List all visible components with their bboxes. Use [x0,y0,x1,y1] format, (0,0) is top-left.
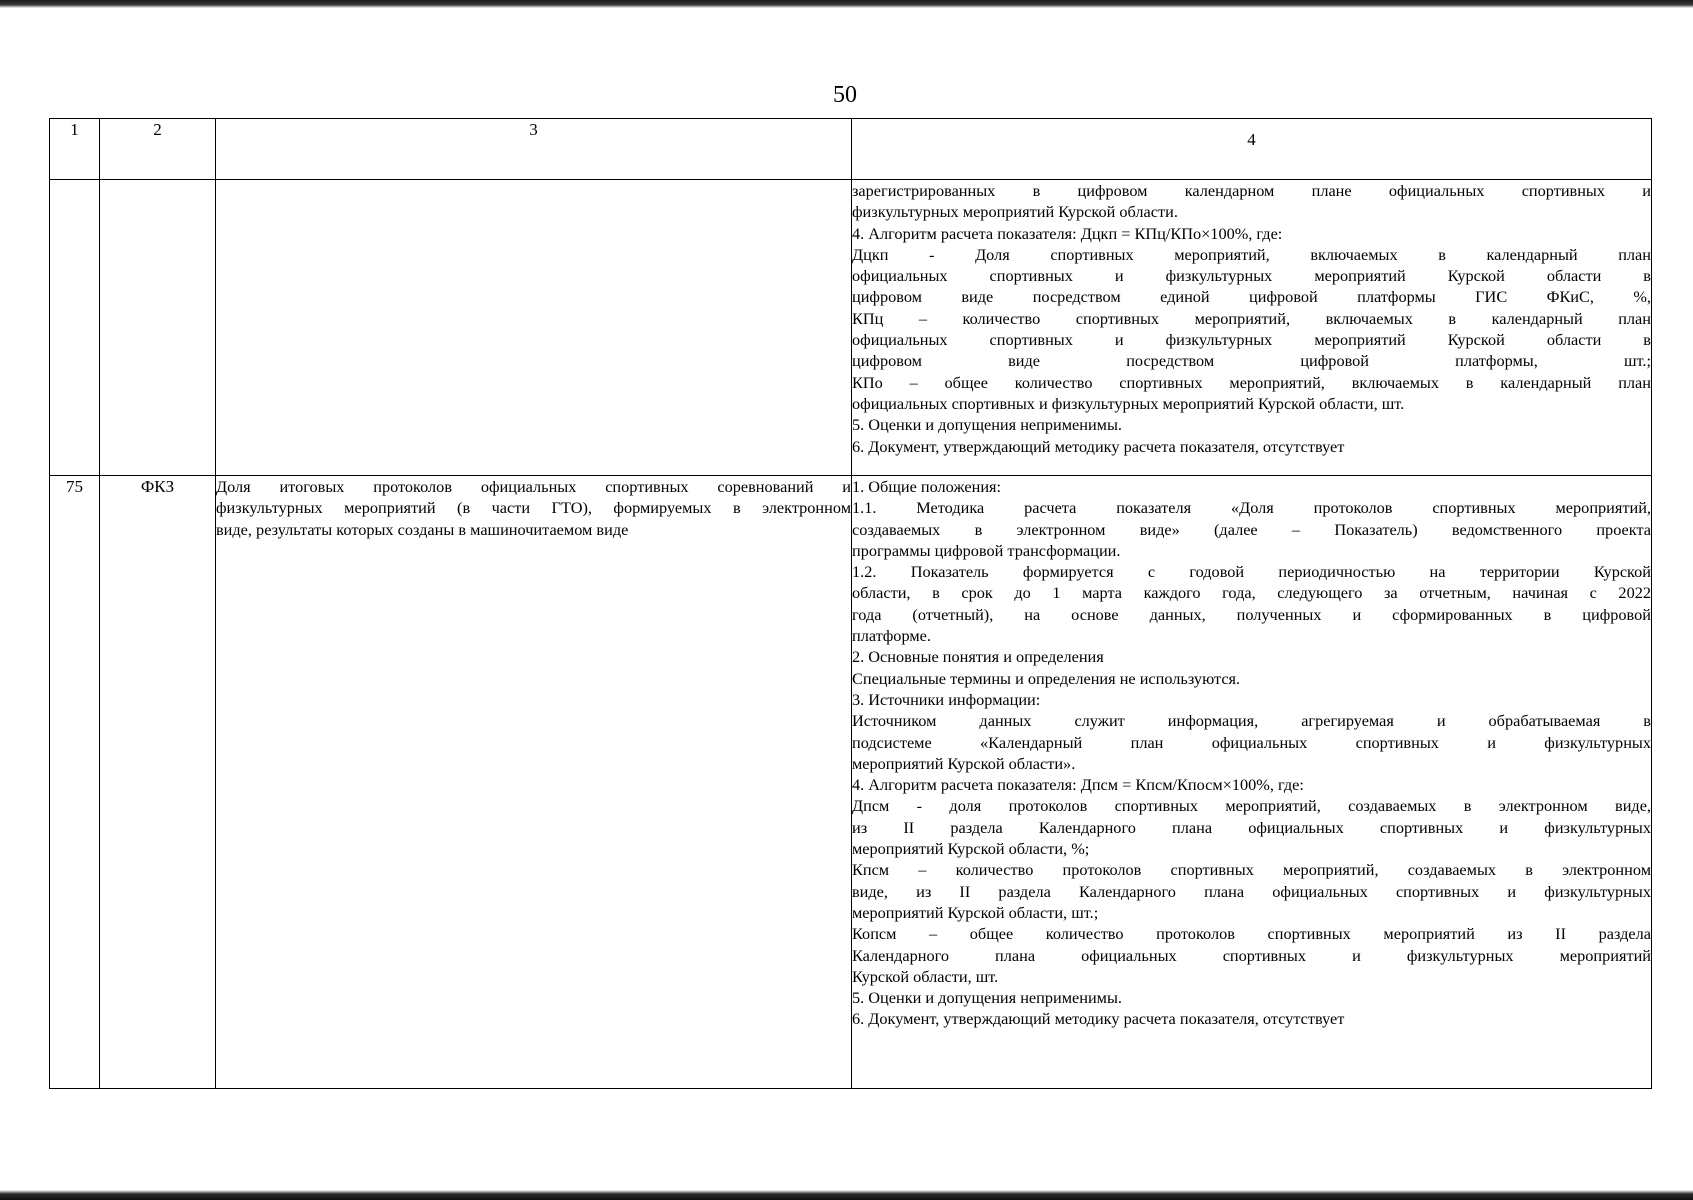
text-line: мероприятий Курской области, шт.; [852,902,1099,922]
text-line: Источником данных служит информация, агрегируемая и обрабатываемая в [852,711,1651,731]
text-line: КПц – количество спортивных мероприятий, включаемых в календарный план [852,308,1651,328]
text-line: цифровом виде посредством единой цифровой платформы ГИС ФКиС, %, [852,287,1651,307]
text-line: виде, результаты которых созданы в машиночитаемом виде [216,519,629,539]
text-line: Кпсм – количество протоколов спортивных мероприятий, создаваемых в электронном [852,860,1651,880]
text-line: официальных спортивных и физкультурных мероприятий Курской области в [852,266,1651,286]
page-number: 50 [833,82,857,108]
header-col-2: 2 [100,119,216,180]
text-line: 1.1. Методика расчета показателя «Доля протоколов спортивных мероприятий, [852,498,1651,518]
row-continued-methodology [852,180,1652,476]
scan-edge-bottom [0,1190,1693,1200]
text-line: виде, из II раздела Календарного плана официальных спортивных и физкультурных [852,881,1651,901]
row-75-number: 75 [50,476,100,1089]
text-line: из II раздела Календарного плана официальных спортивных и физкультурных [852,817,1651,837]
text-line: мероприятий Курской области». [852,753,1076,773]
text-line: 1. Общие положения: [852,477,1002,496]
row-continued-code [100,180,216,476]
indicators-table [49,118,1652,1089]
text-line: 2. Основные понятия и определения [852,647,1104,667]
header-col-4: 4 [852,119,1652,180]
row-75-methodology [852,476,1652,1089]
text-line: КПо – общее количество спортивных мероприятий, включаемых в календарный план [852,372,1651,392]
text-line: 5. Оценки и допущения неприменимы. [852,415,1122,435]
text-line: 6. Документ, утверждающий методику расчета показателя, отсутствует [852,1009,1345,1029]
text-line: Копсм – общее количество протоколов спортивных мероприятий из II раздела [852,924,1651,944]
text-line: Дпсм - доля протоколов спортивных мероприятий, создаваемых в электронном виде, [852,796,1651,816]
header-col-3: 3 [216,119,852,180]
text-line: зарегистрированных в цифровом календарном плане официальных спортивных и [852,181,1651,200]
text-line: 1.2. Показатель формируется с годовой периодичностью на территории Курской [852,562,1651,582]
text-line: цифровом виде посредством цифровой платформы, шт.; [852,351,1651,371]
text-line: физкультурных мероприятий (в части ГТО), формируемых в электронном [216,498,851,518]
text-line: Календарного плана официальных спортивных и физкультурных мероприятий [852,945,1651,965]
text-line: мероприятий Курской области, %; [852,839,1090,859]
text-line: 5. Оценки и допущения неприменимы. [852,988,1122,1008]
row-75-indicator-name [216,476,852,1089]
table-header-row [50,119,1652,180]
table-row-continued [50,180,1652,476]
text-line: Специальные термины и определения не используются. [852,668,1241,688]
text-line: платформе. [852,626,931,646]
text-line: 6. Документ, утверждающий методику расчета показателя, отсутствует [852,436,1345,456]
text-line: Курской области, шт. [852,966,999,986]
text-line: области, в срок до 1 марта каждого года, следующего за отчетным, начиная с 2022 [852,583,1651,603]
header-col-1: 1 [50,119,100,180]
text-line: 4. Алгоритм расчета показателя: Дпсм = Кпсм/Кпосм×100%, где: [852,775,1304,795]
text-line: Дцкп - Доля спортивных мероприятий, включаемых в календарный план [852,244,1651,264]
text-line: Доля итоговых протоколов официальных спортивных соревнований и [216,477,851,496]
text-line: подсистеме «Календарный план официальных спортивных и физкультурных [852,732,1651,752]
text-line: официальных спортивных и физкультурных мероприятий Курской области в [852,330,1651,350]
text-line: официальных спортивных и физкультурных мероприятий Курской области, шт. [852,393,1405,413]
scan-edge-top [0,0,1693,8]
row-75-code: ФКЗ [100,476,216,1089]
row-continued-number [50,180,100,476]
text-line: программы цифровой трансформации. [852,540,1121,560]
text-line: физкультурных мероприятий Курской области. [852,202,1178,222]
table-row-75 [50,476,1652,1089]
row-continued-name [216,180,852,476]
text-line: создаваемых в электронном виде» (далее – Показатель) ведомственного проекта [852,519,1651,539]
text-line: 4. Алгоритм расчета показателя: Дцкп = КПц/КПо×100%, где: [852,223,1283,243]
text-line: 3. Источники информации: [852,689,1041,709]
text-line: года (отчетный), на основе данных, полученных и сформированных в цифровой [852,604,1651,624]
